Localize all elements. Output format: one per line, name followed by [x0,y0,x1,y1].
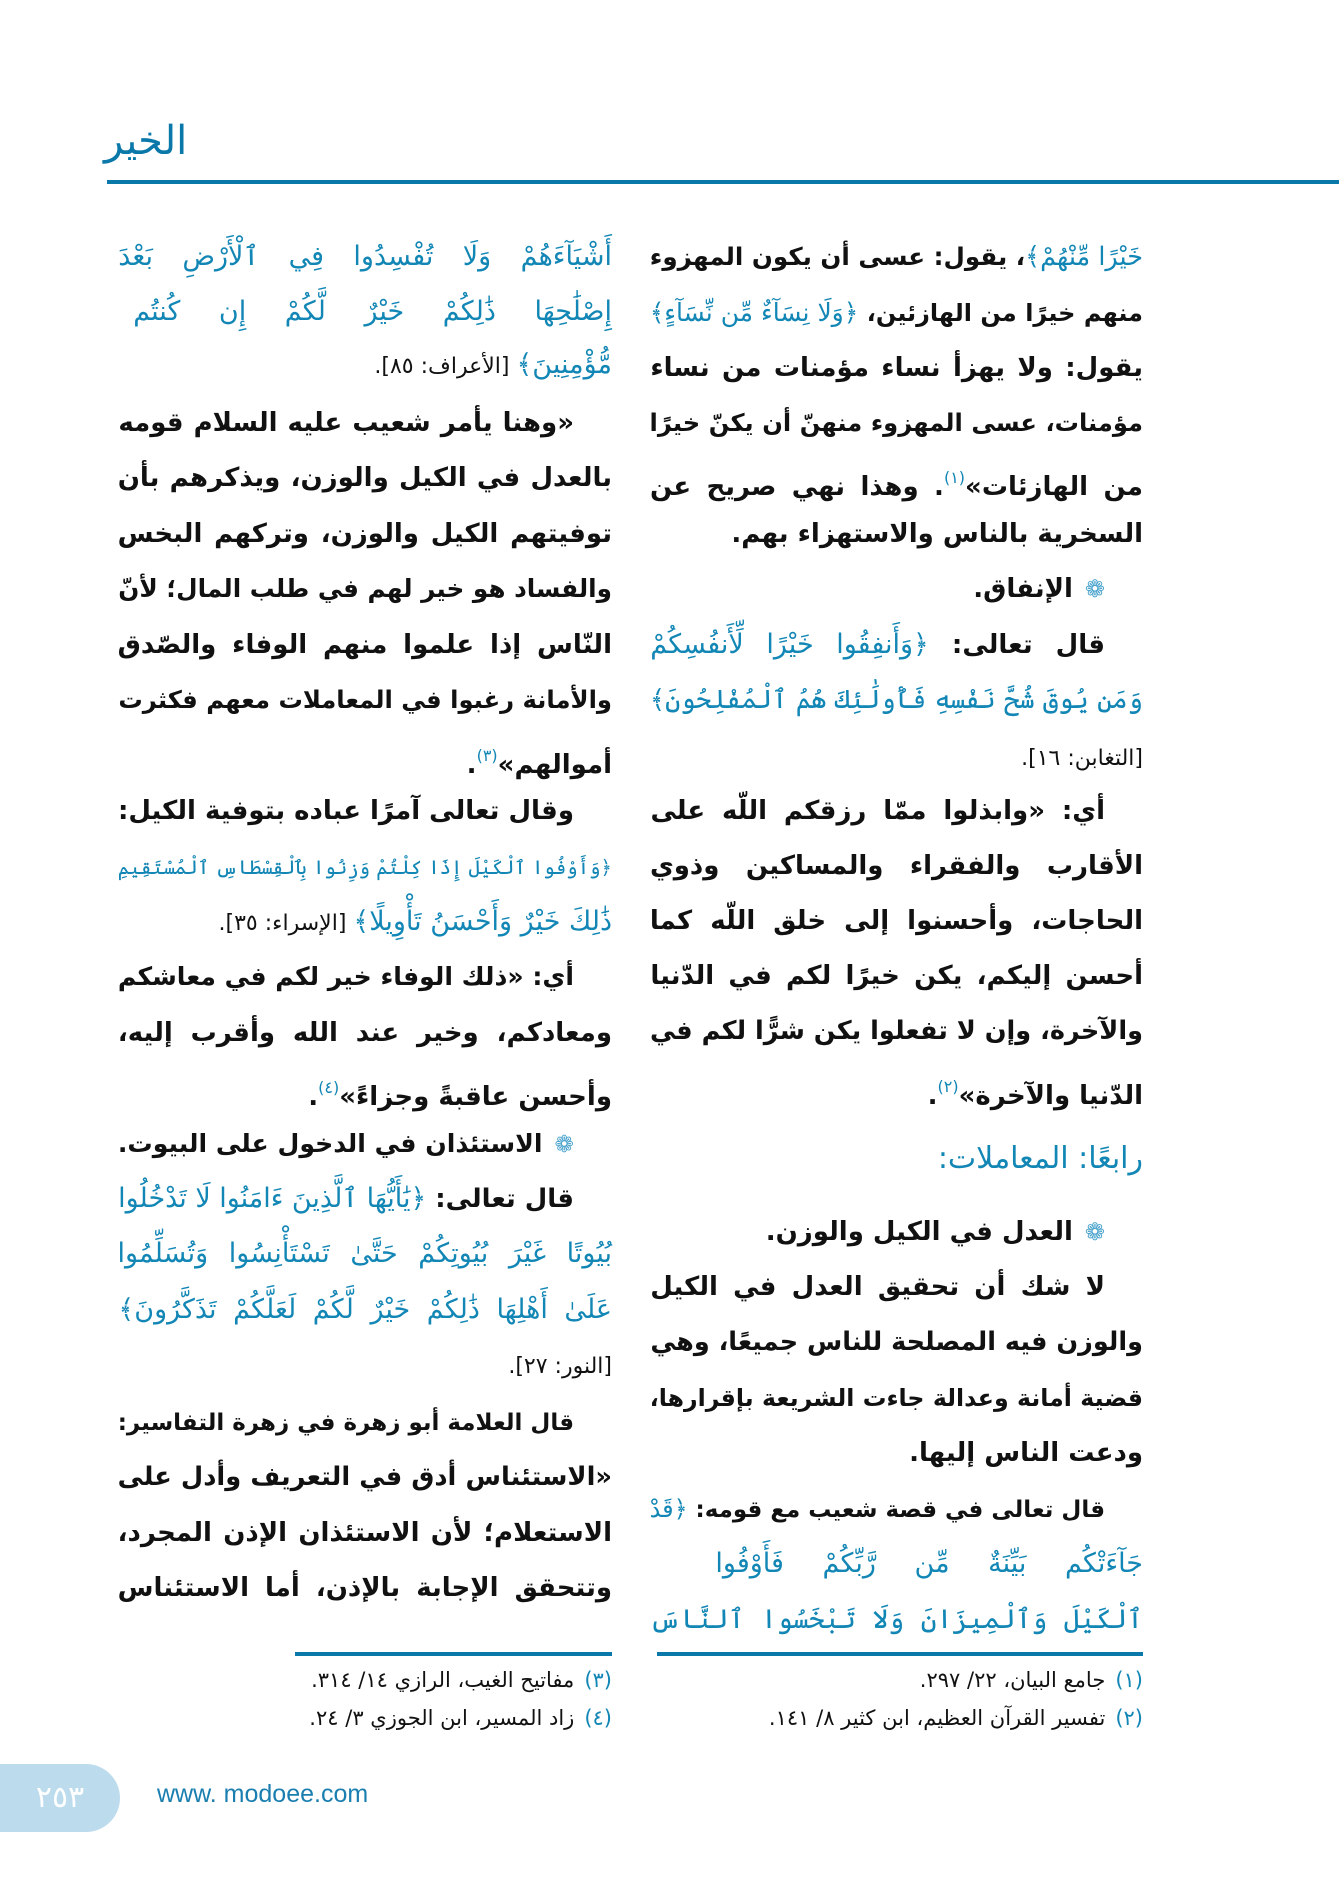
body-text: لا شك أن تحقيق العدل في الكيل [650,1272,1105,1302]
text-line [118,229,612,285]
text-line [650,729,1143,785]
text-line [118,894,612,950]
body-text: أي: «وابذلوا ممّا رزقكم اللّه على [650,796,1105,826]
text-line [650,1592,1143,1648]
body-text: . وهذا نهي صريح عن [649,472,944,502]
quran-verse: ﴿قَدْ [649,1495,688,1523]
text-line [650,1425,1143,1481]
body-text: الاستعلام؛ لأن الاستئذان الإذن المجرد، [117,1518,612,1548]
body-text: قال تعالى: [928,630,1105,660]
text-line [650,229,1143,285]
footnote-text: مفاتيح الغيب، الرازي ١٤/ ٣١٤. [311,1668,575,1692]
text-line [118,1060,612,1116]
body-text: وقال تعالى آمرًا عباده بتوفية الكيل: [117,796,574,826]
text-line [650,617,1105,673]
text-line [650,1370,1143,1426]
footnote-ref: (٤) [318,1078,340,1097]
text-line [118,284,612,340]
quran-verse: بُيُوتًا غَيْرَ بُيُوتِكُمْ حَتَّىٰ تَسْتَأْنِسُوا وَتُسَلِّمُوا [117,1238,612,1269]
quran-verse: ﴿وَأَوْفُوا ٱلْكَيْلَ إِذَا كِلْتُمْ وَزِنُوا بِٱلْقِسْطَاسِ ٱلْمُسْتَقِيمِ [117,856,612,879]
body-text: قال تعالى: [426,1184,574,1214]
body-text: . [308,1082,319,1112]
body-text: قضية أمانة وعدالة جاءت الشريعة بإقرارها، [649,1384,1143,1412]
footnote-number: (٣) [584,1668,612,1692]
text-line [650,1314,1143,1370]
footnote-text: تفسير القرآن العظيم، ابن كثير ٨/ ١٤١. [768,1706,1106,1730]
body-text: العدل في الكيل والوزن. [765,1217,1073,1247]
body-text: الإنفاق. [973,574,1073,604]
verse-citation: [التغابن: ١٦]. [1021,746,1143,771]
body-text: الاستئذان في الدخول على البيوت. [117,1129,543,1158]
text-line [118,672,612,728]
text-line [118,1116,574,1172]
text-line [118,949,574,1005]
text-line [118,1005,612,1061]
text-line [118,1449,612,1505]
section-heading: رابعًا: المعاملات: [937,1141,1143,1176]
footnote-1 [920,1668,1143,1692]
body-text: والوزن فيه المصلحة للناس جميعًا، وهي [650,1327,1143,1357]
text-line [650,1536,1143,1592]
body-text: ومعادكم، وخير عند الله وأقرب إليه، [117,1018,612,1048]
quran-verse: خَيْرًا مِّنْهُمْ﴾ [1025,242,1143,272]
text-line [650,783,1105,839]
body-text: مؤمنات، عسى المهزوء منهنّ أن يكنّ خيرًا [649,409,1143,437]
text-line [650,1131,1143,1187]
text-line [118,1171,574,1227]
text-line [650,1003,1143,1059]
body-text: من الهازئات» [965,472,1143,502]
quran-verse: ٱلْكَيْلَ وَٱلْمِيزَانَ وَلَا تَبْخَسُوا ٱلنَّاسَ [649,1604,1143,1635]
text-line [650,1204,1105,1260]
header-divider [107,180,1339,184]
body-text: . [927,1081,938,1111]
footnote-text: جامع البيان، ٢٢/ ٢٩٧. [919,1668,1106,1692]
body-text: والفساد هو خير لهم في طلب المال؛ لأنّ [118,574,612,603]
verse-citation: [الإسراء: ٣٥]. [218,911,354,936]
text-line [118,1226,612,1282]
text-line [650,1059,1143,1115]
body-text: الحاجات، وأحسنوا إلى خلق اللّه كما [649,906,1143,936]
footnote-number: (١) [1115,1668,1143,1692]
quran-verse: عَلَىٰ أَهْلِهَا ذَٰلِكُمْ خَيْرٌ لَّكُمْ لَعَلَّكُمْ تَذَكَّرُونَ﴾ [118,1294,612,1325]
page-number-badge: ٢٥٣ [0,1764,120,1832]
text-line [650,948,1143,1004]
quran-verse: أَشْيَآءَهُمْ وَلَا تُفْسِدُوا فِي ٱلْأَرْضِ بَعْدَ [118,241,612,272]
text-line [118,617,612,673]
body-text: أي: «ذلك الوفاء خير لكم في معاشكم [117,962,574,991]
body-text: يقول: ولا يهزأ نساء مؤمنات من نساء [650,353,1143,383]
footnote-number: (٤) [584,1706,612,1730]
footnote-ref: (٢) [937,1077,959,1096]
body-text: توفيتهم الكيل والوزن، وتركهم البخس [117,519,612,549]
body-text: قال العلامة أبو زهرة في زهرة التفاسير: [117,1410,574,1436]
body-text: بالعدل في الكيل والوزن، ويذكرهم بأن [117,463,612,493]
body-text: والأمانة رغبوا في المعاملات معهم فكثرت [118,685,612,714]
footnote-text: زاد المسير، ابن الجوزي ٣/ ٢٤. [309,1706,575,1730]
quran-verse: مُّؤْمِنِينَ﴾ [516,349,612,380]
footnote-divider-left [295,1652,612,1656]
text-line [650,340,1143,396]
body-text: قال تعالى في قصة شعيب مع قومه: [687,1497,1105,1523]
quran-verse: وَمَن يُوقَ شُحَّ نَفْسِهِ فَأُولَٰئِكَ هُمُ ٱلْمُفْلِحُونَ﴾ [649,685,1143,715]
quran-verse: ﴿وَلَا نِسَآءٌ مِّن نِّسَآءٍ﴾ [649,298,859,327]
text-line [650,893,1143,949]
body-text: وأحسن عاقبةً وجزاءً» [339,1082,612,1112]
text-line [650,838,1143,894]
footnote-divider-right [657,1652,1143,1656]
footnote-ref: (٣) [476,746,498,765]
text-line [118,1337,612,1393]
body-text: وتتحقق الإجابة بالإذن، أما الاستئناس [117,1573,612,1603]
footnote-2 [769,1706,1143,1730]
text-line [118,1282,612,1338]
text-line [118,1505,612,1561]
footnote-4 [309,1706,612,1730]
body-text: ودعت الناس إليها. [909,1438,1143,1468]
footnote-3 [311,1668,612,1692]
body-text: «الاستئناس أدق في التعريف وأدل على [117,1462,612,1492]
body-text: . [466,750,477,780]
body-text: منهم خيرًا من الهازئين، [858,299,1143,327]
text-line [650,450,1143,506]
body-text: والآخرة، وإن لا تفعلوا يكن شرًّا لكم في [650,1016,1143,1046]
text-line [118,395,574,451]
verse-citation: [الأعراف: ٨٥]. [374,354,517,379]
body-text: أحسن إليكم، يكن خيرًا لكم في الدّنيا [650,961,1143,991]
body-text: ، يقول: عسى أن يكون المهزوء [649,242,1026,271]
text-line [118,561,612,617]
text-line [118,838,612,894]
body-text: السخرية بالناس والاستهزاء بهم. [731,519,1143,549]
text-line [650,395,1143,451]
quran-verse: إِصْلَٰحِهَا ذَٰلِكُمْ خَيْرٌ لَّكُمْ إِن كُنتُم [133,296,612,327]
text-line [650,1481,1105,1537]
body-text: الدّنيا والآخرة» [958,1081,1143,1111]
text-line [118,450,612,506]
running-header-title: الخير [104,118,188,164]
body-text: أموالهم» [497,750,612,780]
flower-bullet-icon: ❁ [1084,575,1105,603]
text-line [650,285,1143,341]
footnote-number: (٢) [1115,1706,1143,1730]
quran-verse: جَآءَتْكُم بَيِّنَةٌ مِّن رَّبِّكُمْ فَأَوْفُوا [715,1548,1143,1579]
body-text: النّاس إذا علموا منهم الوفاء والصّدق [117,630,612,660]
verse-citation: [النور: ٢٧]. [508,1354,612,1379]
text-line [650,672,1143,728]
website-link[interactable]: www. modoee.com [157,1780,369,1808]
flower-bullet-icon: ❁ [1084,1218,1105,1246]
flower-bullet-icon: ❁ [554,1131,574,1158]
text-line [118,783,574,839]
quran-verse: ذَٰلِكَ خَيْرٌ وَأَحْسَنُ تَأْوِيلًا﴾ [353,906,612,937]
text-line [650,1259,1105,1315]
text-line [118,337,612,393]
text-line [118,728,612,784]
text-line [118,506,612,562]
text-line [650,561,1105,617]
quran-verse: ﴿يَٰأَيُّهَا ٱلَّذِينَ ءَامَنُوا لَا تَدْخُلُوا [118,1183,427,1214]
body-text: الأقارب والفقراء والمساكين وذوي [649,851,1143,881]
footnote-ref: (١) [943,468,966,487]
text-line [118,1394,574,1450]
text-line [650,506,1143,562]
body-text: «وهنا يأمر شعيب عليه السلام قومه [118,408,574,438]
text-line [118,1560,612,1616]
quran-verse: ﴿وَأَنفِقُوا خَيْرًا لِّأَنفُسِكُمْ [650,629,929,660]
